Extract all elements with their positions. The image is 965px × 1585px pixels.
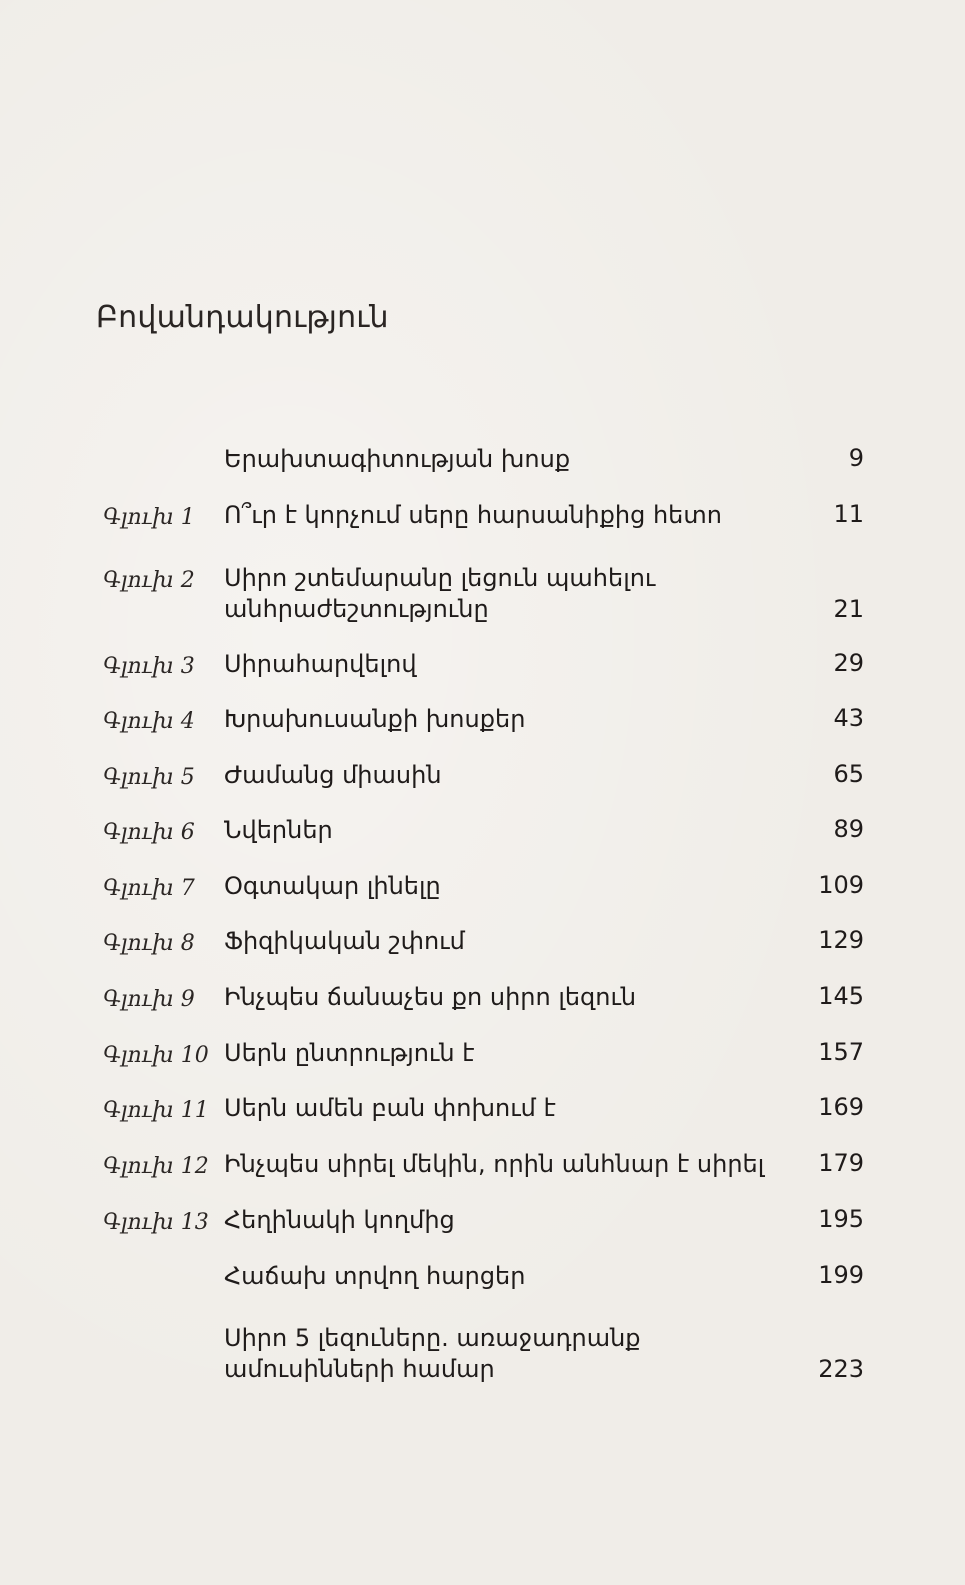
entry-title: Խրախուսանքի խոսքեր bbox=[224, 705, 526, 733]
page-number: 145 bbox=[818, 982, 864, 1010]
chapter-label: Գլուխ 10 bbox=[103, 1043, 209, 1068]
entry-title: Սերն ընտրություն է bbox=[224, 1039, 475, 1067]
page-number: 11 bbox=[833, 500, 864, 528]
entry-title: Հեղինակի կողմից bbox=[224, 1206, 455, 1234]
chapter-label: Գլուխ 3 bbox=[103, 654, 195, 679]
page-number: 157 bbox=[818, 1038, 864, 1066]
page-number: 195 bbox=[818, 1205, 864, 1233]
entry-title: Հաճախ տրվող հարցեր bbox=[224, 1262, 526, 1290]
page-number: 199 bbox=[818, 1261, 864, 1289]
entry-title: Ժամանց միասին bbox=[224, 761, 442, 789]
chapter-label: Գլուխ 12 bbox=[103, 1154, 209, 1179]
page-number: 179 bbox=[818, 1149, 864, 1177]
entry-title: Ո՞ւր է կորչում սերը հարսանիքից հետո bbox=[224, 501, 722, 529]
chapter-label: Գլուխ 1 bbox=[103, 505, 195, 530]
page-number: 29 bbox=[833, 649, 864, 677]
page-number: 43 bbox=[833, 704, 864, 732]
page-number: 89 bbox=[833, 815, 864, 843]
page-number: 109 bbox=[818, 871, 864, 899]
page-number: 65 bbox=[833, 760, 864, 788]
chapter-label: Գլուխ 2 bbox=[103, 568, 195, 593]
chapter-label: Գլուխ 9 bbox=[103, 987, 195, 1012]
chapter-label: Գլուխ 4 bbox=[103, 709, 195, 734]
page-number: 169 bbox=[818, 1093, 864, 1121]
entry-title: Ֆիզիկական շփում bbox=[224, 927, 465, 955]
entry-title: Ինչպես ճանաչես քո սիրո լեզուն bbox=[224, 983, 637, 1011]
entry-title: Նվերներ bbox=[224, 816, 333, 844]
page-number: 129 bbox=[818, 926, 864, 954]
chapter-label: Գլուխ 13 bbox=[103, 1210, 209, 1235]
chapter-label: Գլուխ 6 bbox=[103, 820, 195, 845]
chapter-label: Գլուխ 5 bbox=[103, 765, 195, 790]
entry-title: Սիրո 5 լեզուները. առաջադրանք ամուսինների համար bbox=[224, 1324, 641, 1383]
entry-title: Սիրահարվելով bbox=[224, 650, 417, 678]
entry-title: Սիրո շտեմարանը լեցուն պահելու անհրաժեշտությունը bbox=[224, 564, 656, 623]
page-number: 9 bbox=[848, 444, 864, 472]
entry-title: Օգտակար լինելը bbox=[224, 872, 441, 900]
entry-title: Երախտագիտության խոսք bbox=[224, 445, 571, 473]
chapter-label: Գլուխ 8 bbox=[103, 931, 195, 956]
entry-title: Ինչպես սիրել մեկին, որին անհնար է սիրել bbox=[224, 1150, 765, 1178]
chapter-label: Գլուխ 7 bbox=[103, 876, 195, 901]
entry-title: Սերն ամեն բան փոխում է bbox=[224, 1094, 556, 1122]
page-number: 223 bbox=[818, 1355, 864, 1383]
page-title: Բովանդակություն bbox=[96, 300, 389, 335]
chapter-label: Գլուխ 11 bbox=[103, 1098, 209, 1123]
page-number: 21 bbox=[833, 595, 864, 623]
